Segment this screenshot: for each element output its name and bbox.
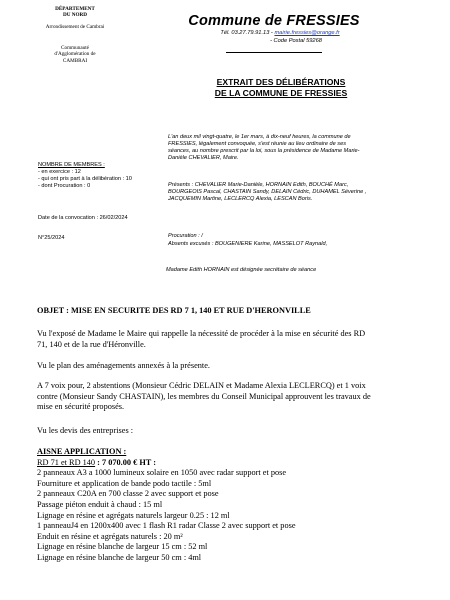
members-title: NOMBRE DE MEMBRES :	[38, 162, 105, 168]
aisne-item: Passage piéton enduit à chaud : 15 ml	[37, 499, 163, 509]
presents-line: BOURGEOIS Pascal, CHASTAIN Sandy, DELAIN Cédric, DUHAMEL Séverine ,	[168, 189, 367, 196]
extrait-title	[186, 77, 376, 99]
absents: Absents excusés : BOUGENIERE Karine, MASSELOT Raynald,	[168, 241, 328, 247]
members-line: - en exercice : 12	[38, 169, 81, 176]
aisne-item: 1 panneauJ4 en 1200x400 avec 1 flash R1 radar Classe 2 avec support et pose	[37, 521, 296, 531]
paragraph-line: 71, 140 et de la rue d'Héronville.	[37, 339, 146, 349]
aisne-title: AISNE APPLICATION :	[37, 447, 127, 456]
department-header	[25, 6, 125, 19]
intro-line: L'an deux mil vingt-quatre, le 1er mars, à dix-neuf heures, la commune de	[168, 134, 351, 140]
communaute-line-2: d'Agglomération de	[54, 51, 96, 58]
objet-title: OBJET : MISE EN SECURITE DES RD 7 1, 140 ET RUE D'HERONVILLE	[37, 306, 311, 315]
paragraph-plan: Vu le plan des aménagements annexés à la présente.	[37, 361, 210, 370]
email-link[interactable]: mairie.fressies@orange.fr	[274, 30, 340, 36]
intro-line: séances, au nombre prescrit par la loi, sous la présidence de Madame Marie-	[168, 148, 360, 155]
presents-block	[168, 182, 394, 203]
convocation-date: Date de la convocation : 26/02/2024	[38, 215, 128, 221]
paragraph-expose	[37, 329, 427, 350]
arrondissement: Arrondissement de Cambrai	[45, 24, 105, 30]
paragraph-devis: Vu les devis des entreprises :	[37, 426, 134, 435]
phone-number: Tél. 03.27.79.91.13 -	[220, 30, 273, 36]
commune-title: Commune de FRESSIES	[188, 13, 360, 29]
paragraph-line: contre (Monsieur Sandy CHASTAIN), les membres du Conseil Municipal approuvent les travaux de	[37, 391, 371, 401]
paragraph-vote	[37, 381, 427, 413]
presents-line: Présents : CHEVALIER Marie-Danièle, HORNAIN Edith, BOUCHÉ Marc,	[168, 182, 349, 188]
communaute-block	[25, 45, 125, 64]
members-line: - dont Procuration : 0	[38, 183, 91, 190]
paragraph-line: mise en sécurité proposés.	[37, 402, 125, 412]
presents-line: JACQUEMIN Martine, LECLERCQ Alexia, LESCAN Boris.	[168, 196, 313, 203]
communaute-line-3: CAMBRAI	[62, 57, 88, 64]
aisne-item: 2 panneaux A3 a 1000 lumineux solaire en 1050 avec radar support et pose	[37, 468, 287, 478]
department-line-2: DU NORD	[62, 12, 88, 19]
rd-amount: : 7 070.00 € HT :	[95, 457, 157, 467]
department-line-1: DÉPARTEMENT	[55, 6, 95, 12]
procuration: Procuration : /	[168, 233, 203, 239]
members-block	[38, 162, 168, 190]
aisne-item: Lignage en résine et agrégats naturels largeur 0.25 : 12 ml	[37, 510, 230, 520]
extrait-title-line-1: EXTRAIT DES DÉLIBÉRATIONS	[216, 77, 346, 87]
aisne-item: Lignage en résine blanche de largeur 15 cm : 52 ml	[37, 542, 208, 552]
rd-label: RD 71 et RD 140	[37, 457, 96, 467]
postal-code: - Code Postal 59268	[270, 38, 322, 44]
deliberation-number: N°25/2024	[38, 235, 65, 241]
aisne-item: Fourniture et application de bande podo tactile : 5ml	[37, 478, 212, 488]
paragraph-line: A 7 voix pour, 2 abstentions (Monsieur Cédric DELAIN et Madame Alexia LECLERCQ) et 1 voix	[37, 381, 366, 390]
aisne-item: Lignage en résine blanche de largeur 50 cm : 4ml	[37, 552, 202, 562]
aisne-section	[37, 447, 437, 564]
header-divider	[226, 52, 322, 53]
aisne-item: Enduit en résine et agrégats naturels : 20 m²	[37, 531, 183, 541]
communaute-line-1: Communauté	[61, 45, 89, 51]
intro-line: FRESSIES, légalement convoquée, s'est réunie au lieu ordinaire de ses	[168, 141, 346, 148]
intro-paragraph	[168, 134, 394, 162]
intro-line: Danièle CHEVALIER, Maire.	[168, 155, 239, 162]
paragraph-line: Vu l'exposé de Madame le Maire qui rappelle la nécessité de procéder à la mise en sécurité des RD	[37, 329, 366, 338]
aisne-item: 2 panneaux C20A en 700 classe 2 avec support et pose	[37, 489, 219, 499]
secretary-designation: Madame Edith HORNAIN est désignée secrétaire de séance	[166, 267, 317, 273]
members-line: - qui ont pris part à la délibération : 10	[38, 176, 132, 183]
extrait-title-line-2: DE LA COMMUNE DE FRESSIES	[214, 88, 348, 98]
contact-line	[180, 30, 380, 37]
rd-amount-line	[37, 458, 437, 469]
